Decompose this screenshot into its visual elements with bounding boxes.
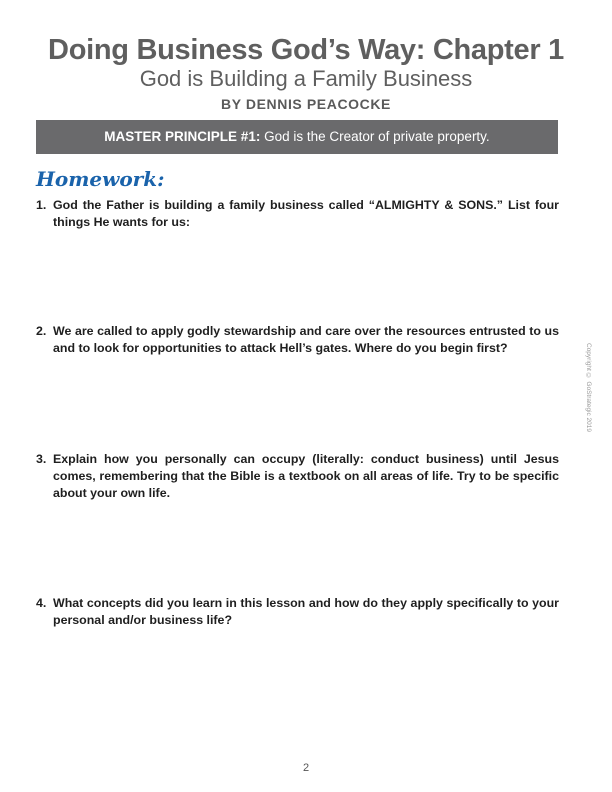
question-2 bbox=[36, 323, 559, 357]
homework-heading: Homework: bbox=[36, 167, 165, 191]
page-title: Doing Business God’s Way: Chapter 1 bbox=[48, 34, 564, 66]
question-number: 3. bbox=[36, 452, 47, 466]
copyright-notice: Copyright © GoStrategic 2019 bbox=[585, 343, 592, 433]
master-principle-banner bbox=[36, 120, 558, 154]
question-text: Explain how you personally can occupy (literally: conduct business) until Jesus comes, remembering that the Bible is a textbook on all areas of life. Try to be specific about your own life. bbox=[53, 452, 559, 500]
question-text: God the Father is building a family business called “ALMIGHTY & SONS.” List four things He wants for us: bbox=[53, 198, 559, 229]
question-text: We are called to apply godly stewardship and care over the resources entrusted to us and to look for opportunities to attack Hell’s gates. Where do you begin first? bbox=[53, 324, 559, 355]
author-byline: BY DENNIS PEACOCKE bbox=[220, 96, 392, 112]
question-number: 4. bbox=[36, 596, 47, 610]
question-4 bbox=[36, 595, 559, 629]
question-text: What concepts did you learn in this lesson and how do they apply specifically to your personal and/or business life? bbox=[53, 596, 559, 627]
page-number: 2 bbox=[302, 762, 310, 774]
page-subtitle: God is Building a Family Business bbox=[139, 66, 473, 91]
question-number: 2. bbox=[36, 324, 47, 338]
question-3 bbox=[36, 451, 559, 502]
master-principle-text: God is the Creator of private property. bbox=[260, 129, 490, 144]
master-principle-label: MASTER PRINCIPLE #1: bbox=[104, 129, 261, 144]
question-number: 1. bbox=[36, 198, 47, 212]
question-1 bbox=[36, 197, 559, 231]
